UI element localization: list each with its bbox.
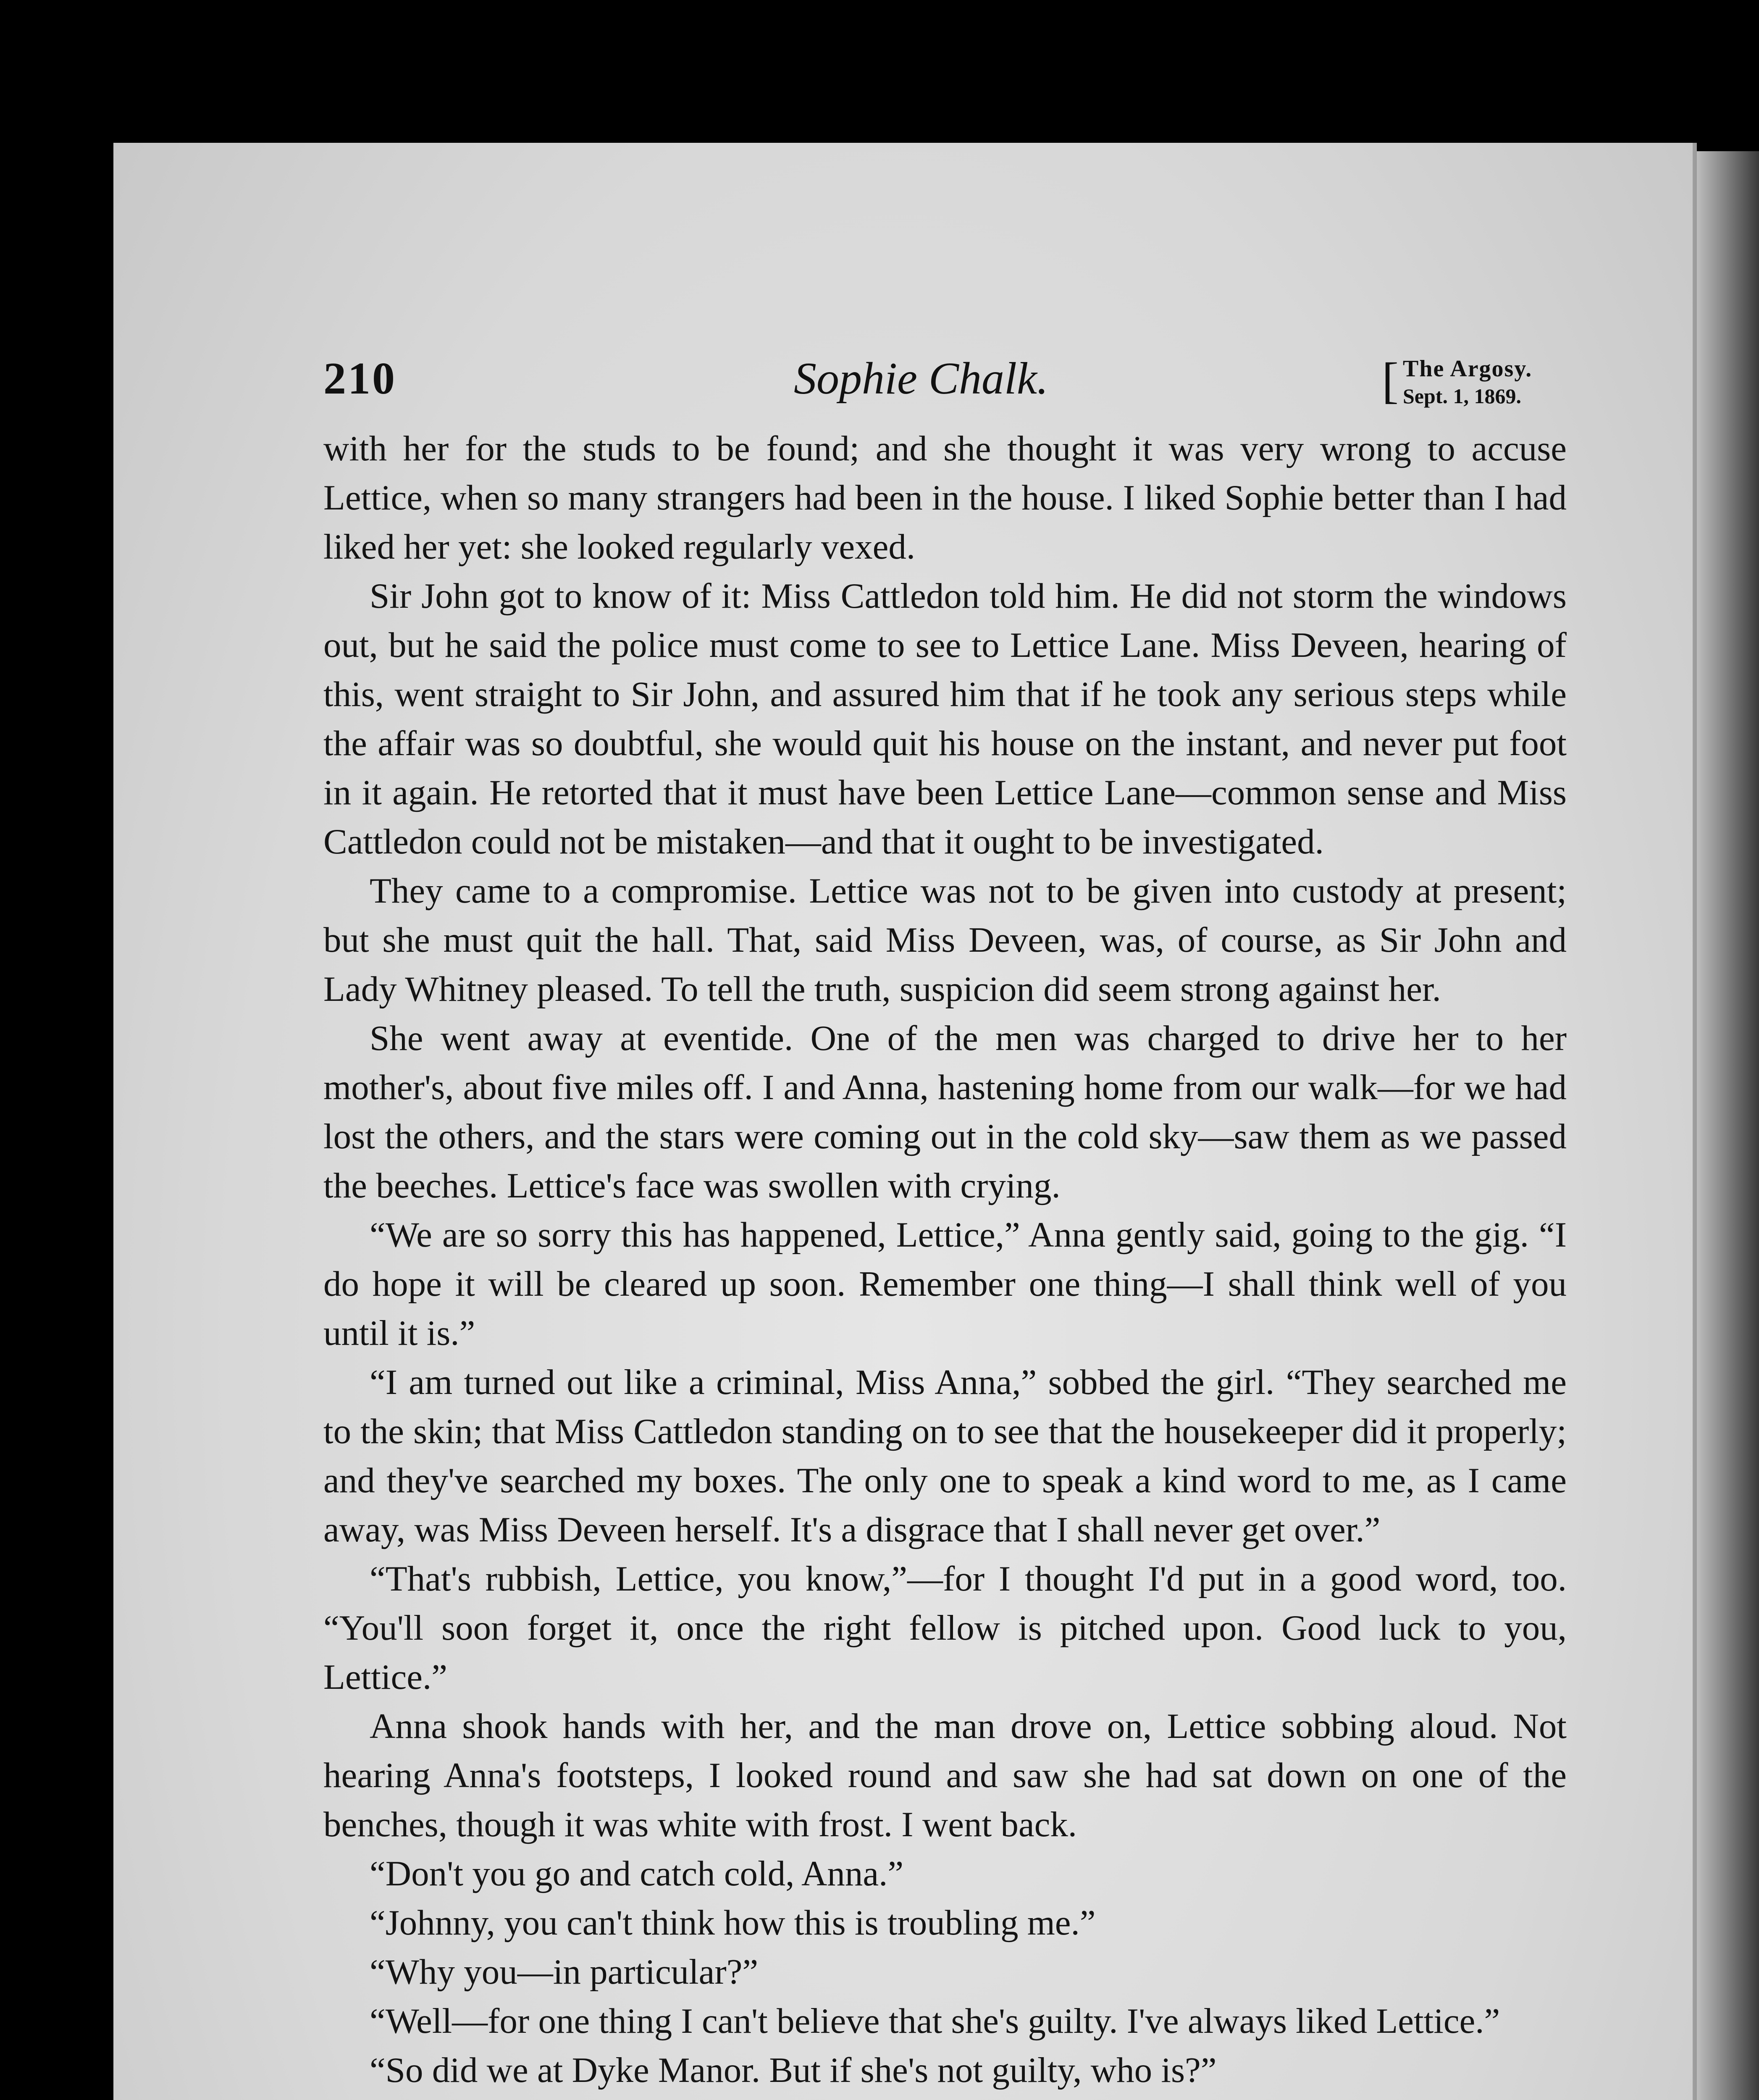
text-body	[323, 424, 1567, 2100]
paragraph: They came to a compromise. Lettice was not to be given into custody at present; but she must quit the hall. That, said Miss Deveen, was, of course, as Sir John and Lady Whitney pleased. To tell the truth, suspicion did seem strong against her.	[323, 871, 1567, 1009]
paragraph: with her for the studs to be found; and she thought it was very wrong to accuse Lettice, when so many strangers had been in the house. I liked Sophie better than I had liked her yet: she looked regularly vexed.	[323, 429, 1567, 567]
journal-name: The Argosy.	[1403, 356, 1533, 382]
paragraph: “Well—for one thing I can't believe that she's guilty. I've always liked Lettice.”	[370, 2001, 1500, 2041]
bracket-glyph: [	[1382, 352, 1399, 408]
paragraph: She went away at eventide. One of the men was charged to drive her to her mother's, about five miles off. I and Anna, hastening home from our walk—for we had lost the others, and the stars were coming out in the cold sky—saw them as we passed the beeches. Lettice's face was swollen with crying.	[323, 1018, 1567, 1205]
paragraph: “Don't you go and catch cold, Anna.”	[370, 1854, 904, 1893]
paragraph: Anna shook hands with her, and the man drove on, Lettice sobbing aloud. Not hearing Anna's footsteps, I looked round and saw she had sat down on one of the benches, though it was white with frost. I went back.	[323, 1706, 1567, 1844]
paragraph: “So did we at Dyke Manor. But if she's not guilty, who is?”	[370, 2050, 1217, 2090]
paragraph	[323, 2095, 1567, 2100]
paragraph: “I am turned out like a criminal, Miss Anna,” sobbed the girl. “They searched me to the skin; that Miss Cattledon standing on to see that the housekeeper did it properly; and they've searched my boxes. The only one to speak a kind word to me, as I came away, was Miss Deveen herself. It's a disgrace that I shall never get over.”	[323, 1362, 1567, 1549]
paragraph: “Johnny, you can't think how this is troubling me.”	[370, 1903, 1096, 1942]
page-title: Sophie Chalk.	[794, 354, 1048, 404]
facing-page-edge	[1697, 151, 1759, 2100]
journal-date: Sept. 1, 1869.	[1403, 384, 1521, 408]
page-number: 210	[323, 354, 396, 404]
paragraph: “We are so sorry this has happened, Lettice,” Anna gently said, going to the gig. “I do hope it will be cleared up soon. Remember one thing—I shall think well of you until it is.”	[323, 1215, 1567, 1353]
running-head	[323, 353, 1567, 412]
paragraph: Sir John got to know of it: Miss Cattledon told him. He did not storm the windows out, but he said the police must come to see to Lettice Lane. Miss Deveen, hearing of this, went straight to Sir John, and assured him that if he took any serious steps while the affair was so doubtful, she would quit his house on the instant, and never put foot in it again. He retorted that it must have been Lettice Lane—common sense and Miss Cattledon could not be mistaken—and that it ought to be investigated.	[323, 576, 1567, 861]
paragraph: “That's rubbish, Lettice, you know,”—for I thought I'd put in a good word, too. “You'll soon forget it, once the right fellow is pitched upon. Good luck to you, Lettice.”	[323, 1559, 1567, 1697]
paragraph: “Why you—in particular?”	[370, 1952, 759, 1992]
